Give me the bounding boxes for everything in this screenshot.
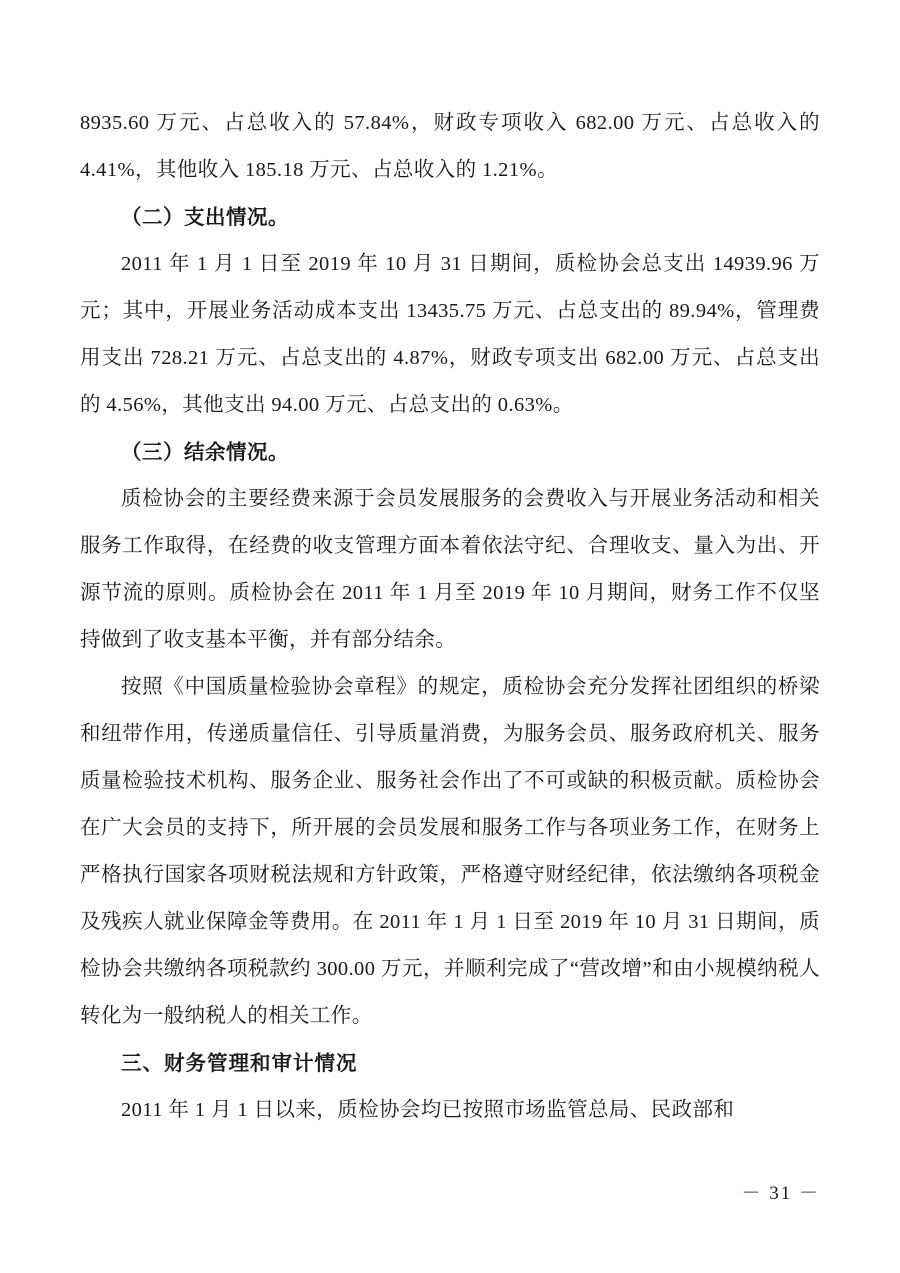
paragraph-expenditure: 2011 年 1 月 1 日至 2019 年 10 月 31 日期间，质检协会总支出 14939.96 万元；其中，开展业务活动成本支出 13435.75 万元、占总支出的 89.94%，管理费用支出 728.21 万元、占总支出的 4.87%，财政专项支出 682.00 万元、占总支出的 4.56%，其他支出 94.00 万元、占总支出的 0.63%。 [80, 253, 820, 416]
heading-balance: （三）结余情况。 [121, 441, 289, 464]
heading-expenditure: （二）支出情况。 [121, 206, 289, 229]
heading-section-three: 三、财务管理和审计情况 [121, 1052, 358, 1075]
document-body [80, 100, 820, 1134]
paragraph-balance-2: 按照《中国质量检验协会章程》的规定，质检协会充分发挥社团组织的桥梁和纽带作用，传递质量信任、引导质量消费，为服务会员、服务政府机关、服务质量检验技术机构、服务企业、服务社会作出了不可或缺的积极贡献。质检协会在广大会员的支持下，所开展的会员发展和服务工作与各项业务工作，在财务上严格执行国家各项财税法规和方针政策，严格遵守财经纪律，依法缴纳各项税金及残疾人就业保障金等费用。在 2011 年 1 月 1 日至 2019 年 10 月 31 日期间，质检协会共缴纳各项税款约 300.00 万元，并顺利完成了“营改增”和由小规模纳税人转化为一般纳税人的相关工作。 [80, 676, 820, 1027]
paragraph-income-continued: 8935.60 万元、占总收入的 57.84%，财政专项收入 682.00 万元、占总收入的 4.41%，其他收入 185.18 万元、占总收入的 1.21%。 [80, 112, 820, 181]
page-number: － 31 － [741, 1183, 820, 1204]
paragraph-balance-1: 质检协会的主要经费来源于会员发展服务的会费收入与开展业务活动和相关服务工作取得，在经费的收支管理方面本着依法守纪、合理收支、量入为出、开源节流的原则。质检协会在 2011 年 1 月至 2019 年 10 月期间，财务工作不仅坚持做到了收支基本平衡，并有部分结余。 [80, 488, 820, 651]
paragraph-section-three: 2011 年 1 月 1 日以来，质检协会均已按照市场监管总局、民政部和 [121, 1099, 735, 1121]
